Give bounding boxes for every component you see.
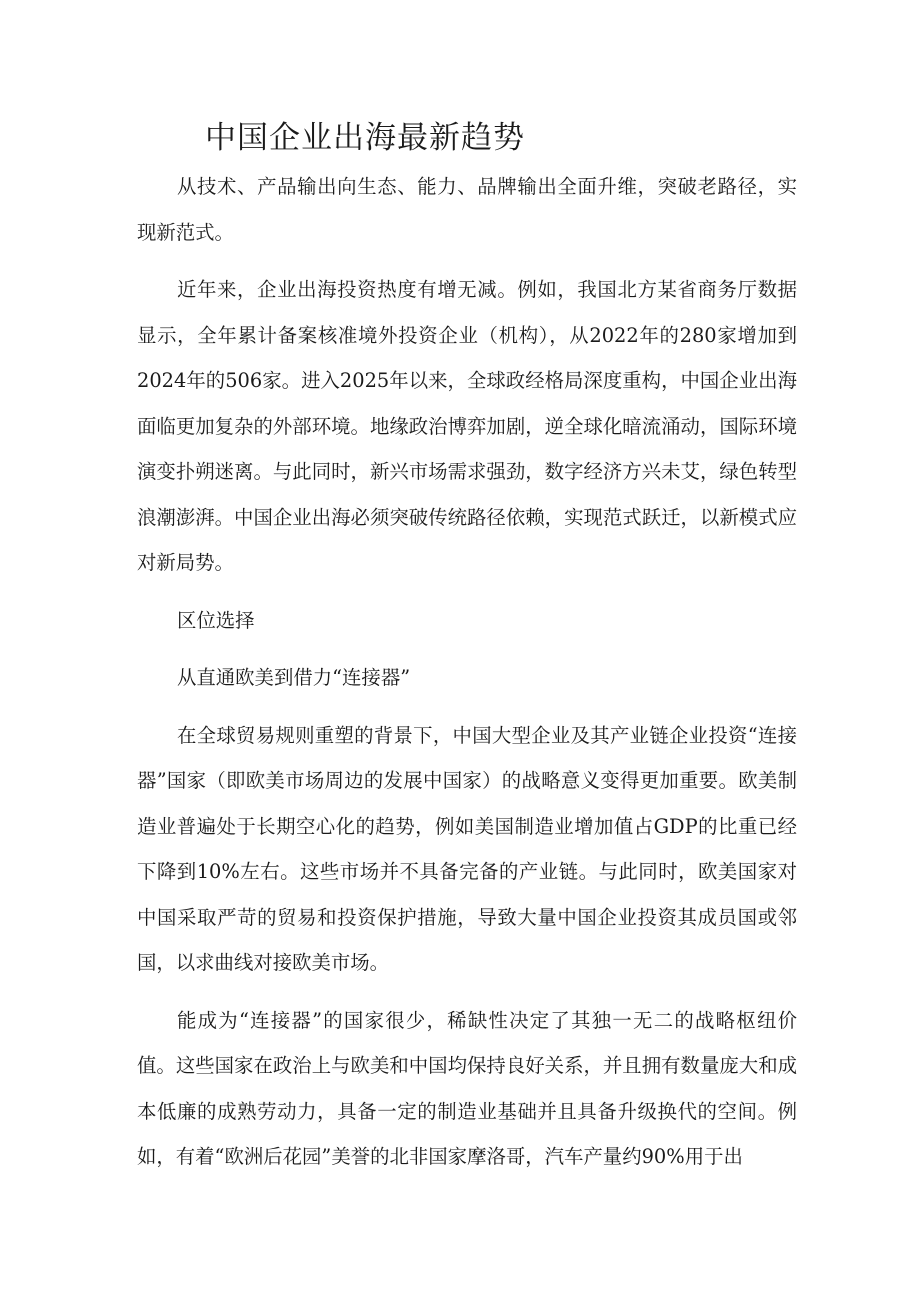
section-heading: 区位选择 <box>177 608 255 632</box>
background-paragraph: 近年来，企业出海投资热度有增无减。例如，我国北方某省商务厅数据显示，全年累计备案核准境外投资企业（机构），从2022年的280家增加到2024年的506家。进入2025年以来，全球政经格局深度重构，中国企业出海面临更加复杂的外部环境。地缘政治博弈加剧，逆全球化暗流涌动，国际环境演变扑朔迷离。与此同时，新兴市场需求强劲，数字经济方兴未艾，绿色转型浪潮澎湃。中国企业出海必须突破传统路径依赖，实现范式跃迁，以新模式应对新局势。 <box>137 278 797 574</box>
intro-paragraph: 从技术、产品输出向生态、能力、品牌输出全面升维，突破老路径，实现新范式。 <box>137 175 797 244</box>
section-subheading: 从直通欧美到借力“连接器” <box>177 666 411 689</box>
connector-value-paragraph: 能成为“连接器”的国家很少，稀缺性决定了其独一无二的战略枢纽价值。这些国家在政治上与欧美和中国均保持良好关系，并且拥有数量庞大和成本低廉的成熟劳动力，具备一定的制造业基础并且具备升级换代的空间。例如，有着“欧洲后花园”美誉的北非国家摩洛哥，汽车产量约90%用于出 <box>137 1008 797 1168</box>
connector-paragraph: 在全球贸易规则重塑的背景下，中国大型企业及其产业链企业投资“连接器”国家（即欧美市场周边的发展中国家）的战略意义变得更加重要。欧美制造业普遍处于长期空心化的趋势，例如美国制造业增加值占GDP的比重已经下降到10%左右。这些市场并不具备完备的产业链。与此同时，欧美国家对中国采取严苛的贸易和投资保护措施，导致大量中国企业投资其成员国或邻国，以求曲线对接欧美市场。 <box>137 723 797 974</box>
document-body <box>137 164 797 1192</box>
document-title: 中国企业出海最新趋势 <box>205 120 525 156</box>
